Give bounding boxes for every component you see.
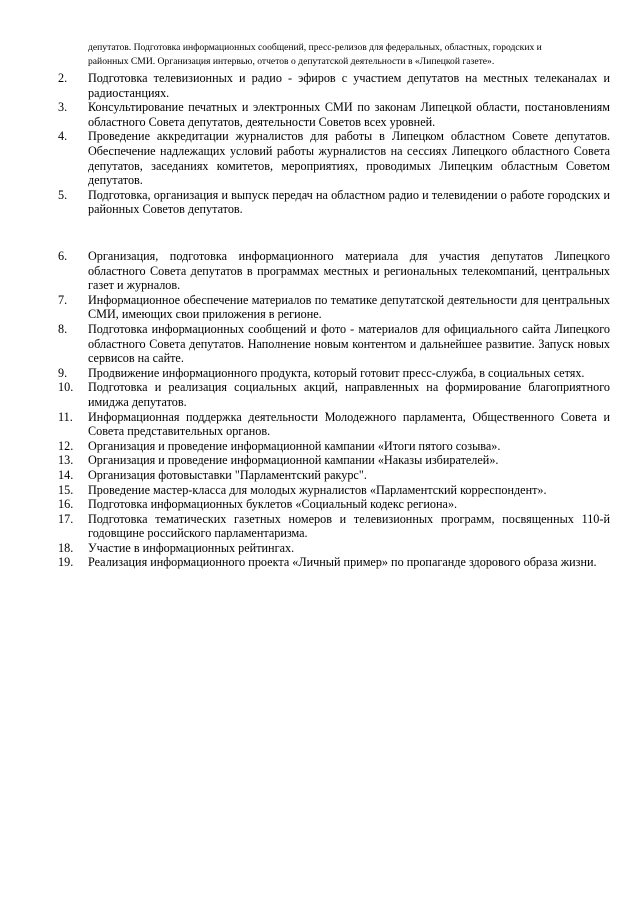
numbered-list-group-2 bbox=[0, 249, 640, 570]
list-item-number: 12. bbox=[58, 438, 74, 453]
list-item-number: 11. bbox=[58, 409, 73, 424]
intro-line: депутатов. Подготовка информационных сообщений, пресс-релизов для федеральных, областных, городских и bbox=[88, 42, 542, 53]
list-item bbox=[0, 71, 640, 100]
list-item bbox=[0, 468, 640, 483]
list-item-number: 9. bbox=[58, 365, 68, 380]
list-item bbox=[0, 188, 640, 217]
list-item-text: Проведение мастер-класса для молодых журналистов «Парламентский корреспондент». bbox=[88, 482, 547, 497]
list-item-number: 7. bbox=[58, 292, 68, 307]
list-item-text: Подготовка тематических газетных номеров и телевизионных программ, посвященных 110-й годовщине российского парламентаризма. bbox=[88, 511, 610, 541]
list-item bbox=[0, 366, 640, 381]
list-item-number: 16. bbox=[58, 497, 74, 512]
list-item-number: 2. bbox=[58, 71, 68, 85]
list-item-number: 14. bbox=[58, 467, 74, 482]
list-item bbox=[0, 322, 640, 366]
list-item-number: 18. bbox=[58, 540, 74, 555]
list-item-text: Подготовка информационных сообщений и фото - материалов для официального сайта Липецкого областного Совета депутатов. Наполнение новым контентом и дальнейшее развитие. Запуск новых сервисов на сайте. bbox=[88, 321, 610, 366]
list-item bbox=[0, 380, 640, 409]
list-item-text: Подготовка, организация и выпуск передач на областном радио и телевидении о работе городских и районных Советов депутатов. bbox=[88, 187, 610, 217]
list-item-number: 6. bbox=[58, 249, 68, 263]
list-item-text: Организация, подготовка информационного материала для участия депутатов Липецкого областного Совета депутатов в программах местных и региональных телекомпаний, центральных газет и журналов. bbox=[88, 249, 610, 293]
list-item-number: 5. bbox=[58, 187, 68, 202]
list-item bbox=[0, 129, 640, 187]
list-item-text: Проведение аккредитации журналистов для работы в Липецком областном Совете депутатов. Обеспечение надлежащих условий работы журналистов на сессиях Липецкого областного Совета депутатов, заседаниях комитетов, мероприятиях, проводимых Липецким областным Советом депутатов. bbox=[88, 129, 610, 188]
intro-line: районных СМИ. Организация интервью, отчетов о депутатской деятельности в «Липецкой газете». bbox=[88, 56, 495, 67]
list-item bbox=[0, 293, 640, 322]
list-item-number: 19. bbox=[58, 555, 74, 570]
list-item-text: Информационное обеспечение материалов по тематике депутатской деятельности для центральных СМИ, имеющих свои приложения в регионе. bbox=[88, 292, 610, 322]
intro-paragraph bbox=[88, 41, 610, 69]
list-item-number: 8. bbox=[58, 321, 68, 336]
list-item-text: Подготовка и реализация социальных акций, направленных на формирование благоприятного имиджа депутатов. bbox=[88, 380, 610, 409]
list-item-number: 13. bbox=[58, 453, 74, 468]
list-item bbox=[0, 512, 640, 541]
list-item-text: Подготовка информационных буклетов «Социальный кодекс региона». bbox=[88, 497, 458, 512]
list-item-text: Подготовка телевизионных и радио - эфиров с участием депутатов на местных телеканалах и радиостанциях. bbox=[88, 71, 610, 100]
list-item bbox=[0, 439, 640, 454]
numbered-list-group-1 bbox=[0, 71, 640, 217]
list-item-text: Реализация информационного проекта «Личный пример» по пропаганде здорового образа жизни. bbox=[88, 555, 597, 570]
list-item bbox=[0, 497, 640, 512]
list-item-text: Организация фотовыставки "Парламентский ракурс". bbox=[88, 467, 367, 482]
list-item bbox=[0, 453, 640, 468]
list-item bbox=[0, 249, 640, 293]
list-item-text: Информационная поддержка деятельности Молодежного парламента, Общественного Совета и Совета представительных органов. bbox=[88, 409, 610, 439]
list-item-text: Организация и проведение информационной кампании «Наказы избирателей». bbox=[88, 453, 499, 468]
list-item bbox=[0, 410, 640, 439]
list-item-number: 10. bbox=[58, 380, 74, 395]
list-item-text: Организация и проведение информационной кампании «Итоги пятого созыва». bbox=[88, 438, 501, 453]
list-item-number: 17. bbox=[58, 511, 74, 526]
list-item-text: Участие в информационных рейтингах. bbox=[88, 540, 295, 555]
list-item-number: 3. bbox=[58, 100, 68, 115]
list-item-number: 4. bbox=[58, 129, 68, 144]
list-item-text: Консультирование печатных и электронных СМИ по законам Липецкой области, постановлениям областного Совета депутатов, деятельности Советов всех уровней. bbox=[88, 100, 610, 129]
list-item-text: Продвижение информационного продукта, который готовит пресс-служба, в социальных сетях. bbox=[88, 365, 585, 380]
list-item bbox=[0, 555, 640, 570]
list-item bbox=[0, 483, 640, 498]
list-item bbox=[0, 100, 640, 129]
list-item bbox=[0, 541, 640, 556]
list-item-number: 15. bbox=[58, 482, 74, 497]
